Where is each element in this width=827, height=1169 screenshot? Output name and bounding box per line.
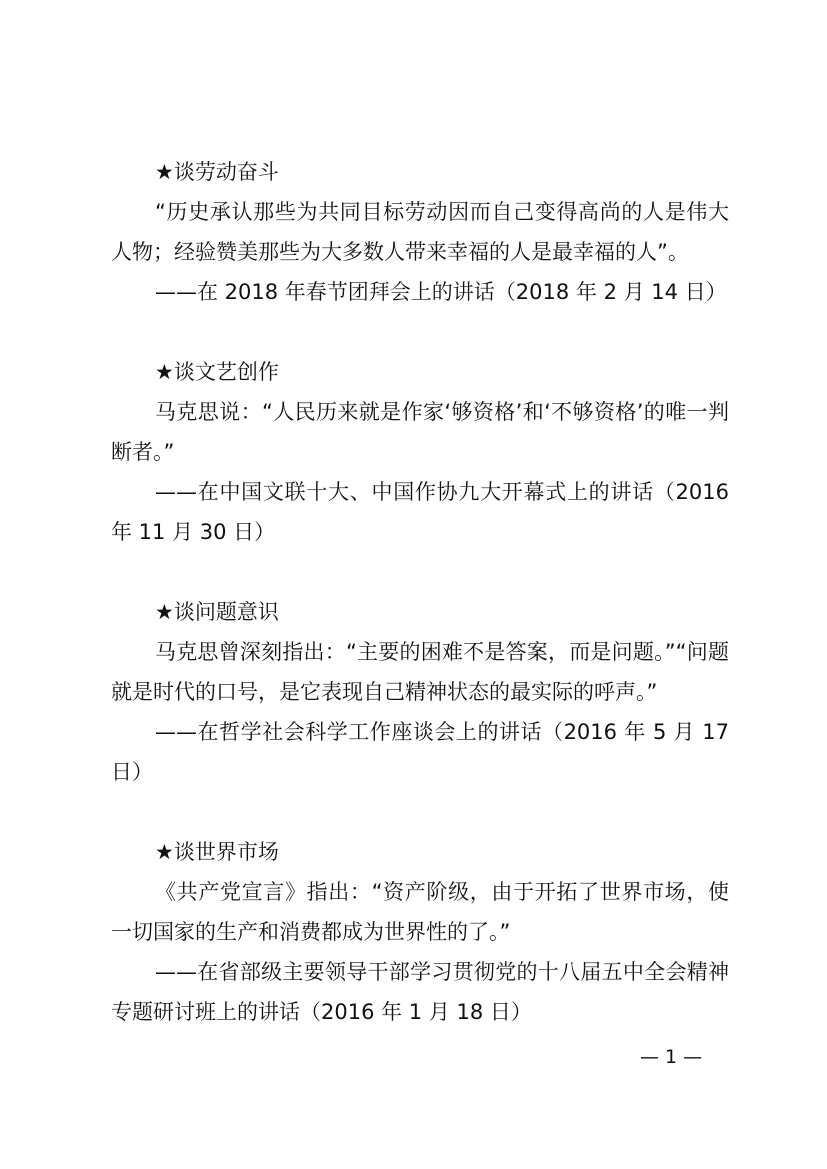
section-heading: ★谈劳动奋斗 (155, 160, 279, 184)
page-number: — 1 — (640, 1046, 703, 1068)
section-source: ——在中国文联十大、中国作协九大开幕式上的讲话（2016 年 11 月 30 日） (111, 480, 729, 544)
section-quote: 马克思说：“人民历来就是作家‘够资格’和‘不够资格’的唯一判断者。” (111, 400, 729, 464)
document-body (111, 152, 729, 1072)
section-labor-struggle (111, 152, 729, 312)
section-source: ——在 2018 年春节团拜会上的讲话（2018 年 2 月 14 日） (155, 280, 727, 304)
section-heading: ★谈问题意识 (155, 600, 279, 624)
section-quote: 《共产党宣言》指出：“资产阶级，由于开拓了世界市场，使一切国家的生产和消费都成为世界性的了。” (111, 880, 729, 944)
section-literary-creation (111, 352, 729, 552)
section-quote: “历史承认那些为共同目标劳动因而自己变得高尚的人是伟大人物；经验赞美那些为大多数人带来幸福的人是最幸福的人”。 (111, 200, 729, 264)
section-heading: ★谈文艺创作 (155, 360, 279, 384)
section-source: ——在省部级主要领导干部学习贯彻党的十八届五中全会精神专题研讨班上的讲话（2016 年 1 月 18 日） (111, 960, 729, 1024)
section-world-market (111, 832, 729, 1032)
section-heading: ★谈世界市场 (155, 840, 279, 864)
section-quote: 马克思曾深刻指出：“主要的困难不是答案，而是问题。”“问题就是时代的口号，是它表现自己精神状态的最实际的呼声。” (111, 640, 729, 704)
section-source: ——在哲学社会科学工作座谈会上的讲话（2016 年 5 月 17 日） (111, 720, 729, 784)
section-problem-awareness (111, 592, 729, 792)
